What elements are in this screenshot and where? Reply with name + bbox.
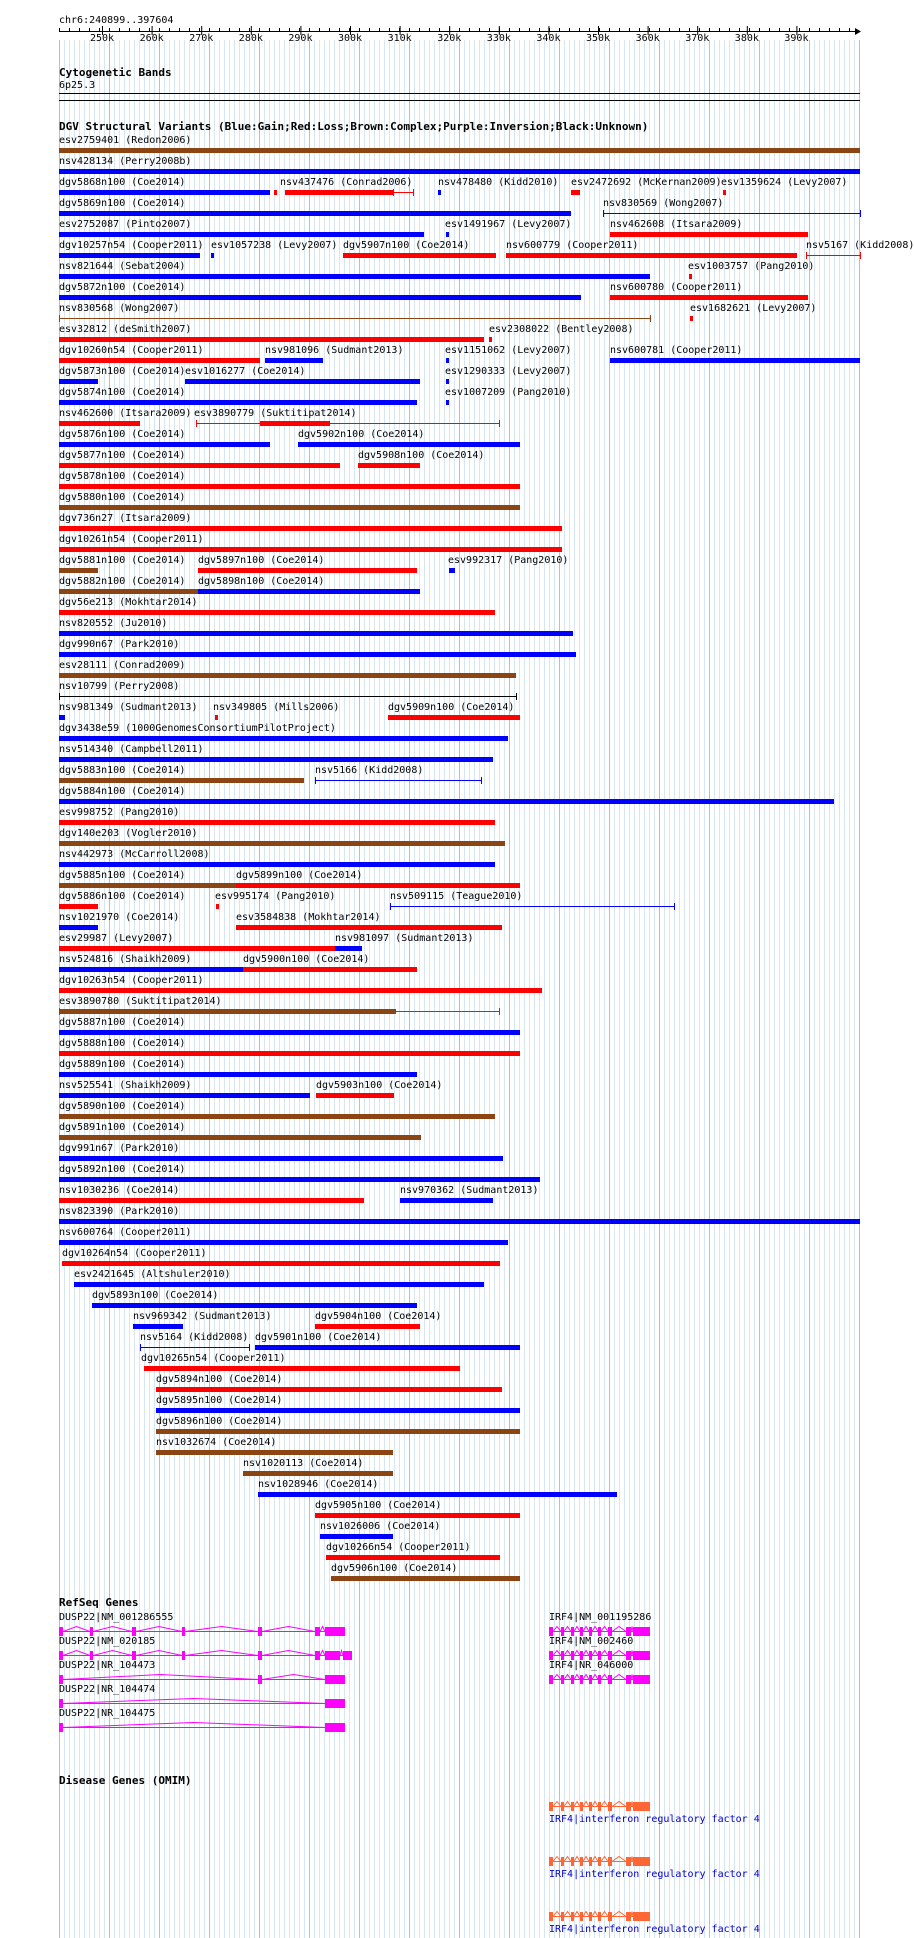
ruler-tick-label: 310k (387, 33, 412, 44)
variant-label[interactable]: nsv1030236 (Coe2014) (59, 1185, 180, 1196)
variant-bar[interactable] (59, 1219, 860, 1224)
variant-bar[interactable] (59, 358, 260, 363)
variant-bar[interactable] (59, 862, 495, 867)
variant-bar[interactable] (59, 295, 581, 300)
ruler-tick-label: 390k (784, 33, 809, 44)
variant-bar[interactable] (198, 589, 420, 594)
variant-label[interactable]: dgv5881n100 (Coe2014) (59, 555, 186, 566)
variant-bar[interactable] (258, 1492, 617, 1497)
variant-bar[interactable] (59, 568, 98, 573)
variant-bar[interactable] (59, 1030, 520, 1035)
variant-label[interactable]: dgv10265n54 (Cooper2011) (141, 1353, 286, 1364)
variant-bar[interactable] (59, 967, 245, 972)
variant-bar[interactable] (62, 1261, 500, 1266)
variant-label[interactable]: nsv5166 (Kidd2008) (315, 765, 424, 776)
variant-label[interactable]: dgv10260n54 (Cooper2011) (59, 345, 204, 356)
variant-label[interactable]: esv2752087 (Pinto2007) (59, 219, 192, 230)
variant-label[interactable]: dgv5895n100 (Coe2014) (156, 1395, 283, 1406)
variant-bar[interactable] (59, 400, 417, 405)
variant-label[interactable]: dgv5888n100 (Coe2014) (59, 1038, 186, 1049)
variant-end-tick (499, 420, 500, 427)
variant-label[interactable]: dgv5898n100 (Coe2014) (198, 576, 325, 587)
omim-gene-label[interactable]: IRF4|interferon regulatory factor 4 (549, 1814, 760, 1825)
ruler-tick-label: 350k (586, 33, 611, 44)
variant-bar[interactable] (59, 253, 200, 258)
variant-label[interactable]: nsv970362 (Sudmant2013) (400, 1185, 539, 1196)
variant-label[interactable]: dgv5878n100 (Coe2014) (59, 471, 186, 482)
variant-end-tick (249, 1344, 250, 1351)
refseq-track-title: RefSeq Genes (59, 1596, 139, 1609)
variant-end-tick (196, 420, 197, 427)
variant-label[interactable]: dgv10261n54 (Cooper2011) (59, 534, 204, 545)
variant-bar[interactable] (449, 568, 455, 573)
variant-label[interactable]: esv29987 (Levy2007) (59, 933, 174, 944)
variant-bar[interactable] (74, 1282, 484, 1287)
variant-label[interactable]: nsv349805 (Mills2006) (213, 702, 340, 713)
variant-label[interactable]: dgv5885n100 (Coe2014) (59, 870, 186, 881)
variant-bar[interactable] (343, 253, 496, 258)
variant-bar[interactable] (315, 1324, 420, 1329)
variant-label[interactable]: esv1003757 (Pang2010) (688, 261, 815, 272)
variant-label[interactable]: nsv1021970 (Coe2014) (59, 912, 180, 923)
variant-label[interactable]: nsv10799 (Perry2008) (59, 681, 180, 692)
variant-label[interactable]: dgv5891n100 (Coe2014) (59, 1122, 186, 1133)
variant-label[interactable]: dgv990n67 (Park2010) (59, 639, 180, 650)
dgv-track-title: DGV Structural Variants (Blue:Gain;Red:Loss;Brown:Complex;Purple:Inversion;Black:Unknown) (59, 120, 649, 133)
variant-end-tick (806, 252, 807, 259)
variant-bar[interactable] (59, 946, 362, 951)
variant-label[interactable]: dgv5884n100 (Coe2014) (59, 786, 186, 797)
variant-label[interactable]: dgv5904n100 (Coe2014) (315, 1311, 442, 1322)
variant-label[interactable]: nsv1020113 (Coe2014) (243, 1458, 364, 1469)
variant-label[interactable]: dgv5896n100 (Coe2014) (156, 1416, 283, 1427)
variant-label[interactable]: nsv428134 (Perry2008b) (59, 156, 192, 167)
variant-end-tick (860, 252, 861, 259)
refseq-gene-label[interactable]: DUSP22|NM_020185 (59, 1636, 156, 1647)
refseq-gene-label[interactable]: DUSP22|NR_104474 (59, 1684, 156, 1695)
variant-bar[interactable] (506, 253, 797, 258)
variant-bar[interactable] (59, 1072, 417, 1077)
variant-bar[interactable] (400, 1198, 493, 1203)
variant-label[interactable]: nsv1026006 (Coe2014) (320, 1521, 441, 1532)
variant-label[interactable]: dgv5882n100 (Coe2014) (59, 576, 186, 587)
variant-label[interactable]: dgv5890n100 (Coe2014) (59, 1101, 186, 1112)
variant-label[interactable]: nsv600764 (Cooper2011) (59, 1227, 192, 1238)
variant-bar[interactable] (59, 232, 424, 237)
variant-bar[interactable] (59, 925, 98, 930)
ruler-tick-label: 290k (288, 33, 313, 44)
variant-label[interactable]: nsv823390 (Park2010) (59, 1206, 180, 1217)
variant-label[interactable]: nsv981096 (Sudmant2013) (265, 345, 404, 356)
cytoband-line-top (59, 93, 860, 94)
ruler-tick-label: 280k (238, 33, 263, 44)
ruler-tick-label: 340k (536, 33, 561, 44)
variant-bar[interactable] (211, 253, 214, 258)
variant-end-tick (413, 189, 414, 196)
omim-gene-glyph[interactable] (549, 1800, 658, 1812)
variant-label[interactable]: nsv981097 (Sudmant2013) (335, 933, 474, 944)
variant-label[interactable]: dgv5868n100 (Coe2014) (59, 177, 186, 188)
variant-bar[interactable] (59, 715, 65, 720)
variant-bar[interactable] (59, 1156, 503, 1161)
ruler-tick-label: 260k (139, 33, 164, 44)
variant-label[interactable]: nsv509115 (Teague2010) (390, 891, 523, 902)
variant-bar[interactable] (92, 1303, 417, 1308)
variant-bar[interactable] (185, 379, 420, 384)
variant-label[interactable]: nsv462608 (Itsara2009) (610, 219, 743, 230)
variant-bar[interactable] (335, 946, 362, 951)
variant-bar[interactable] (59, 318, 650, 319)
variant-label[interactable]: dgv5903n100 (Coe2014) (316, 1080, 443, 1091)
variant-label[interactable]: dgv5893n100 (Coe2014) (92, 1290, 219, 1301)
variant-label[interactable]: dgv5873n100 (Coe2014) (59, 366, 186, 377)
cytoband-track-title: Cytogenetic Bands (59, 66, 172, 79)
variant-end-tick (674, 903, 675, 910)
variant-label[interactable]: esv1151062 (Levy2007) (445, 345, 572, 356)
variant-bar[interactable] (59, 211, 571, 216)
coordinate-readout: chr6:240899..397604 (59, 15, 174, 26)
variant-bar[interactable] (59, 820, 495, 825)
variant-bar[interactable] (265, 358, 323, 363)
variant-label[interactable]: nsv442973 (McCarroll2008) (59, 849, 210, 860)
omim-gene-glyph[interactable] (549, 1855, 658, 1867)
variant-end-tick (650, 315, 651, 322)
refseq-gene-glyph[interactable] (59, 1721, 353, 1733)
omim-gene-label[interactable]: IRF4|interferon regulatory factor 4 (549, 1924, 760, 1935)
variant-bar[interactable] (331, 1576, 520, 1581)
variant-label[interactable]: dgv5906n100 (Coe2014) (331, 1563, 458, 1574)
variant-label[interactable]: dgv5877n100 (Coe2014) (59, 450, 186, 461)
variant-bar[interactable] (723, 190, 726, 195)
variant-bar[interactable] (59, 379, 98, 384)
variant-end-tick (59, 693, 60, 700)
variant-end-tick (393, 189, 394, 196)
variant-bar[interactable] (59, 1114, 495, 1119)
variant-bar[interactable] (390, 906, 674, 907)
variant-label[interactable]: esv3584838 (Mokhtar2014) (236, 912, 381, 923)
variant-label[interactable]: esv998752 (Pang2010) (59, 807, 180, 818)
variant-bar[interactable] (59, 463, 340, 468)
variant-bar[interactable] (133, 1324, 183, 1329)
variant-bar[interactable] (59, 337, 484, 342)
refseq-gene-label[interactable]: DUSP22|NR_104473 (59, 1660, 156, 1671)
variant-bar[interactable] (610, 358, 860, 363)
variant-bar[interactable] (236, 925, 502, 930)
variant-end-tick (390, 903, 391, 910)
ruler-tick-label: 250k (90, 33, 115, 44)
variant-bar[interactable] (285, 190, 393, 195)
variant-bar[interactable] (59, 190, 270, 195)
variant-bar[interactable] (489, 337, 492, 342)
variant-end-tick (603, 210, 604, 217)
variant-bar[interactable] (316, 1093, 394, 1098)
variant-bar[interactable] (255, 1345, 520, 1350)
variant-end-tick (481, 777, 482, 784)
variant-label[interactable]: esv1016277 (Coe2014) (185, 366, 306, 377)
variant-label[interactable]: dgv991n67 (Park2010) (59, 1143, 180, 1154)
variant-label[interactable]: nsv514340 (Campbell2011) (59, 744, 204, 755)
variant-end-tick (315, 777, 316, 784)
variant-label[interactable]: dgv5889n100 (Coe2014) (59, 1059, 186, 1070)
variant-bar[interactable] (59, 673, 516, 678)
refseq-gene-glyph[interactable] (549, 1673, 658, 1685)
variant-bar[interactable] (388, 715, 520, 720)
variant-label[interactable]: dgv5909n100 (Coe2014) (388, 702, 515, 713)
variant-bar[interactable] (393, 192, 413, 193)
variant-label[interactable]: dgv5883n100 (Coe2014) (59, 765, 186, 776)
variant-label[interactable]: esv32812 (deSmith2007) (59, 324, 192, 335)
variant-label[interactable]: nsv830568 (Wong2007) (59, 303, 180, 314)
variant-label[interactable]: nsv525541 (Shaikh2009) (59, 1080, 192, 1091)
ruler-tick-label: 370k (685, 33, 710, 44)
variant-bar[interactable] (446, 358, 449, 363)
variant-label[interactable]: dgv736n27 (Itsara2009) (59, 513, 192, 524)
variant-bar[interactable] (215, 715, 218, 720)
ruler-tick-label: 320k (437, 33, 462, 44)
ruler-tick-label: 360k (635, 33, 660, 44)
variant-label[interactable]: esv1359624 (Levy2007) (721, 177, 848, 188)
variant-bar[interactable] (140, 1347, 249, 1348)
variant-label[interactable]: nsv830569 (Wong2007) (603, 198, 724, 209)
variant-label[interactable]: dgv10257n54 (Cooper2011) (59, 240, 204, 251)
variant-bar[interactable] (59, 589, 198, 594)
variant-bar[interactable] (198, 568, 417, 573)
variant-label[interactable]: dgv5880n100 (Coe2014) (59, 492, 186, 503)
variant-bar[interactable] (320, 1534, 393, 1539)
variant-label[interactable]: nsv600779 (Cooper2011) (506, 240, 639, 251)
variant-label[interactable]: nsv600780 (Cooper2011) (610, 282, 743, 293)
variant-bar[interactable] (446, 232, 449, 237)
variant-label[interactable]: esv1007209 (Pang2010) (445, 387, 572, 398)
variant-bar[interactable] (59, 736, 508, 741)
variant-end-tick (499, 1008, 500, 1015)
variant-bar[interactable] (59, 904, 98, 909)
variant-bar[interactable] (690, 316, 693, 321)
variant-bar[interactable] (358, 463, 420, 468)
variant-bar[interactable] (610, 232, 808, 237)
variant-bar[interactable] (59, 652, 576, 657)
variant-label[interactable]: esv1491967 (Levy2007) (445, 219, 572, 230)
variant-bar[interactable] (59, 484, 520, 489)
variant-label[interactable]: nsv969342 (Sudmant2013) (133, 1311, 272, 1322)
variant-bar[interactable] (59, 778, 304, 783)
variant-end-tick (516, 693, 517, 700)
variant-bar[interactable] (446, 379, 449, 384)
variant-label[interactable]: dgv5900n100 (Coe2014) (243, 954, 370, 965)
variant-bar[interactable] (59, 1009, 396, 1014)
variant-bar[interactable] (144, 1366, 460, 1371)
variant-bar[interactable] (59, 148, 860, 153)
refseq-gene-label[interactable]: DUSP22|NM_001286555 (59, 1612, 174, 1623)
variant-bar[interactable] (59, 1051, 520, 1056)
variant-label[interactable]: dgv5874n100 (Coe2014) (59, 387, 186, 398)
variant-label[interactable]: dgv10264n54 (Cooper2011) (62, 1248, 207, 1259)
variant-bar[interactable] (59, 442, 270, 447)
variant-bar[interactable] (59, 757, 493, 762)
variant-bar[interactable] (59, 274, 650, 279)
variant-label[interactable]: dgv3438e59 (1000GenomesConsortiumPilotProject) (59, 723, 336, 734)
variant-bar[interactable] (59, 696, 516, 697)
variant-bar[interactable] (156, 1387, 502, 1392)
variant-bar[interactable] (59, 1135, 421, 1140)
refseq-gene-label[interactable]: IRF4|NR_046000 (549, 1660, 634, 1671)
variant-label[interactable]: nsv462600 (Itsara2009) (59, 408, 192, 419)
variant-bar[interactable] (59, 841, 505, 846)
variant-label[interactable]: dgv5899n100 (Coe2014) (236, 870, 363, 881)
variant-bar[interactable] (59, 1240, 508, 1245)
variant-bar[interactable] (59, 1093, 310, 1098)
variant-end-tick (860, 210, 861, 217)
variant-bar[interactable] (59, 421, 140, 426)
variant-bar[interactable] (59, 505, 520, 510)
variant-bar[interactable] (243, 967, 417, 972)
variant-bar[interactable] (610, 295, 808, 300)
variant-label[interactable]: dgv5897n100 (Coe2014) (198, 555, 325, 566)
variant-bar[interactable] (315, 1513, 520, 1518)
variant-label[interactable]: dgv5869n100 (Coe2014) (59, 198, 186, 209)
omim-gene-label[interactable]: IRF4|interferon regulatory factor 4 (549, 1869, 760, 1880)
refseq-gene-label[interactable]: DUSP22|NR_104475 (59, 1708, 156, 1719)
variant-bar[interactable] (260, 421, 330, 426)
variant-label[interactable]: nsv600781 (Cooper2011) (610, 345, 743, 356)
variant-label[interactable]: esv2759401 (Redon2006) (59, 135, 192, 146)
variant-label[interactable]: nsv1032674 (Coe2014) (156, 1437, 277, 1448)
variant-end-tick (59, 315, 60, 322)
variant-bar[interactable] (446, 400, 449, 405)
variant-bar[interactable] (571, 190, 580, 195)
variant-label[interactable]: esv3890780 (Suktitipat2014) (59, 996, 222, 1007)
variant-bar[interactable] (59, 799, 834, 804)
variant-label[interactable]: nsv5167 (Kidd2008) (806, 240, 914, 251)
variant-label[interactable]: esv995174 (Pang2010) (215, 891, 336, 902)
variant-bar[interactable] (236, 883, 520, 888)
variant-label[interactable]: dgv5894n100 (Coe2014) (156, 1374, 283, 1385)
variant-label[interactable]: esv3890779 (Suktitipat2014) (194, 408, 357, 419)
variant-label[interactable]: nsv478480 (Kidd2010) (438, 177, 559, 188)
variant-bar[interactable] (59, 1198, 364, 1203)
refseq-gene-label[interactable]: IRF4|NM_002460 (549, 1636, 634, 1647)
variant-bar[interactable] (196, 423, 499, 424)
variant-label[interactable]: nsv1028946 (Coe2014) (258, 1479, 379, 1490)
variant-label[interactable]: nsv820552 (Ju2010) (59, 618, 168, 629)
variant-label[interactable]: dgv5872n100 (Coe2014) (59, 282, 186, 293)
variant-label[interactable]: esv2421645 (Altshuler2010) (74, 1269, 231, 1280)
variant-label[interactable]: esv2472692 (McKernan2009) (571, 177, 722, 188)
variant-label[interactable]: nsv437476 (Conrad2006) (280, 177, 413, 188)
ruler-tick-label: 330k (486, 33, 511, 44)
variant-bar[interactable] (59, 1177, 540, 1182)
variant-label[interactable]: dgv5876n100 (Coe2014) (59, 429, 186, 440)
cytoband-line-bottom (59, 100, 860, 101)
variant-label[interactable]: esv2308022 (Bentley2008) (489, 324, 634, 335)
refseq-gene-label[interactable]: IRF4|NM_001195286 (549, 1612, 652, 1623)
variant-bar[interactable] (603, 213, 860, 214)
variant-label[interactable]: nsv5164 (Kidd2008) (140, 1332, 249, 1343)
variant-label[interactable]: esv28111 (Conrad2009) (59, 660, 186, 671)
variant-label[interactable]: dgv5892n100 (Coe2014) (59, 1164, 186, 1175)
omim-gene-glyph[interactable] (549, 1910, 658, 1922)
variant-bar[interactable] (274, 190, 277, 195)
variant-label[interactable]: dgv10266n54 (Cooper2011) (326, 1542, 471, 1553)
variant-label[interactable]: dgv5908n100 (Coe2014) (358, 450, 485, 461)
variant-bar[interactable] (59, 526, 562, 531)
variant-label[interactable]: dgv5887n100 (Coe2014) (59, 1017, 186, 1028)
variant-label[interactable]: dgv140e203 (Vogler2010) (59, 828, 198, 839)
variant-label[interactable]: dgv5901n100 (Coe2014) (255, 1332, 382, 1343)
variant-bar[interactable] (315, 780, 481, 781)
cytoband-name[interactable]: 6p25.3 (59, 80, 96, 91)
variant-label[interactable]: dgv5905n100 (Coe2014) (315, 1500, 442, 1511)
variant-label[interactable]: dgv56e213 (Mokhtar2014) (59, 597, 198, 608)
omim-track-title: Disease Genes (OMIM) (59, 1774, 192, 1787)
ruler-tick-label: 300k (338, 33, 363, 44)
variant-bar[interactable] (59, 169, 860, 174)
variant-label[interactable]: dgv5902n100 (Coe2014) (298, 429, 425, 440)
variant-bar[interactable] (298, 442, 520, 447)
variant-bar[interactable] (806, 255, 860, 256)
ruler-tick-label: 270k (189, 33, 214, 44)
variant-end-tick (140, 1344, 141, 1351)
variant-bar[interactable] (156, 1429, 520, 1434)
variant-bar[interactable] (59, 547, 562, 552)
variant-bar[interactable] (59, 883, 236, 888)
variant-label[interactable]: nsv981349 (Sudmant2013) (59, 702, 198, 713)
variant-label[interactable]: dgv10263n54 (Cooper2011) (59, 975, 204, 986)
variant-label[interactable]: dgv5886n100 (Coe2014) (59, 891, 186, 902)
variant-label[interactable]: nsv524816 (Shaikh2009) (59, 954, 192, 965)
variant-bar[interactable] (438, 190, 441, 195)
variant-bar[interactable] (216, 904, 219, 909)
variant-label[interactable]: dgv5907n100 (Coe2014) (343, 240, 470, 251)
variant-bar[interactable] (156, 1408, 520, 1413)
variant-label[interactable]: esv992317 (Pang2010) (448, 555, 569, 566)
variant-label[interactable]: esv1290333 (Levy2007) (445, 366, 572, 377)
variant-label[interactable]: esv1057238 (Levy2007) (211, 240, 338, 251)
ruler-tick-label: 380k (734, 33, 759, 44)
variant-bar[interactable] (156, 1450, 393, 1455)
variant-bar[interactable] (243, 1471, 393, 1476)
variant-bar[interactable] (59, 631, 573, 636)
variant-label[interactable]: esv1682621 (Levy2007) (690, 303, 817, 314)
variant-bar[interactable] (689, 274, 692, 279)
variant-bar[interactable] (59, 988, 542, 993)
variant-bar[interactable] (59, 610, 495, 615)
variant-bar[interactable] (326, 1555, 500, 1560)
variant-label[interactable]: nsv821644 (Sebat2004) (59, 261, 186, 272)
